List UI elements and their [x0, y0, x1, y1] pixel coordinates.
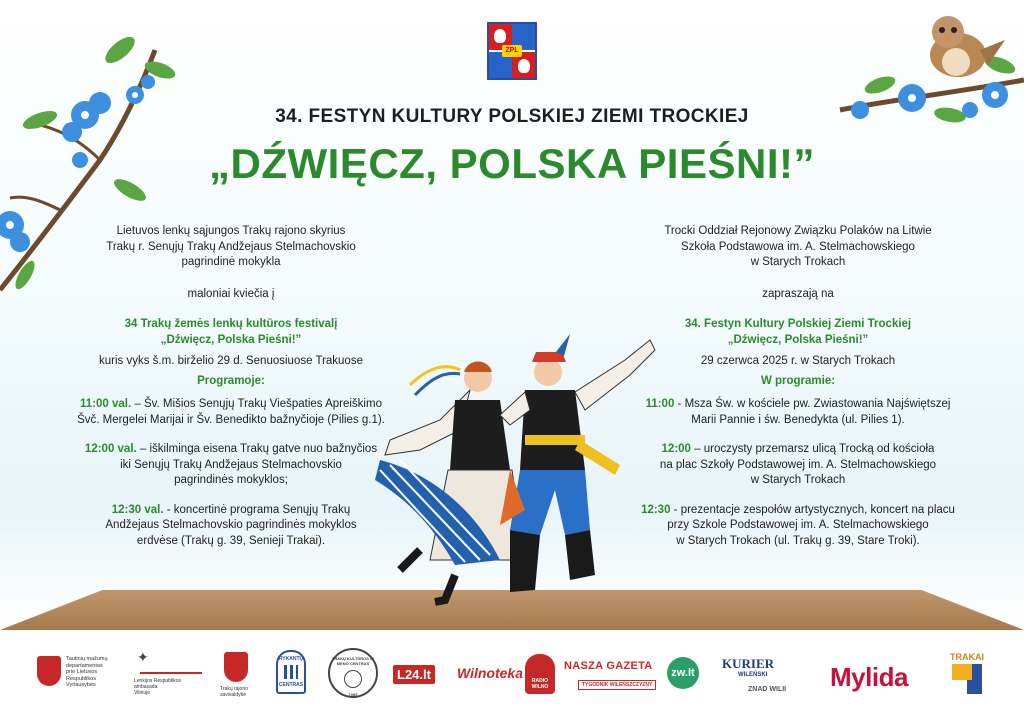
logo-minorities-department: Tautinių mažumų departamentas prie Lietuvos Respublikos Vyriausybės — [66, 656, 108, 688]
left-festival-title: „Dźwięcz, Polska Pieśni!” — [160, 333, 302, 346]
left-column — [50, 224, 412, 549]
right-item-text: w Starych Trokach (ul. Trakų g. 39, Stare Troki). — [676, 534, 920, 547]
festival-subtitle: 34. FESTYN KULTURY POLSKIEJ ZIEMI TROCKIEJ — [275, 106, 749, 127]
logo-l24: L24.lt — [393, 665, 435, 684]
right-item-time: 12:30 — [641, 503, 671, 516]
right-item-time: 11:00 — [645, 398, 675, 410]
right-org-line: w Starych Trokach — [750, 256, 846, 268]
trakai-mark-accent — [952, 664, 972, 680]
right-item-text: w Starych Trokach — [750, 474, 846, 486]
right-festival-name: 34. Festyn Kultury Polskiej Ziemi Trockiej — [684, 318, 912, 330]
left-invite: maloniai kviečia į — [187, 287, 275, 300]
left-festival-name: 34 Trakų žemės lenkų kultūros festivalį — [124, 318, 338, 330]
folk-dancers-illustration — [360, 330, 670, 610]
left-item-time: 12:30 val. — [111, 503, 164, 516]
left-item-text: Andžejaus Stelmachovskio pagrindinės mokyklos — [105, 519, 357, 531]
left-item-text: erdvėse (Trakų g. 39, Senieji Trakai). — [136, 534, 326, 547]
left-item-text: pagrindinės mokyklos; — [174, 474, 288, 486]
logo-trakai-municipality: Trakų rajono savivaldybė — [220, 686, 248, 698]
right-column — [620, 224, 976, 549]
left-item-text: Švč. Mergelei Marijai ir Šv. Benedikto bažnyčioje (Pilies g.1). — [77, 413, 385, 426]
right-item-text: - Msza Św. w kościele pw. Zwiastowania Najświętszej — [674, 398, 951, 410]
logo-zw-lt: zw.lt — [667, 657, 699, 689]
right-item-text: - prezentacje zespołów artystycznych, koncert na placu — [670, 503, 955, 516]
left-item-text: iki Senųjų Trakų Andžejaus Stelmachovskio — [120, 458, 342, 471]
right-org-line: Szkoła Podstawowa im. A. Stelmachowskiego — [681, 240, 915, 253]
logo-kurier-wilenski: KURIER — [722, 656, 775, 671]
logo-trakai-culture-center: TRAKŲ KULTŪROS IR MENO CENTRAS 1985 — [328, 648, 378, 698]
logo-mylida: Mylida — [822, 660, 916, 695]
logo-polish-embassy: Lenkijos Respublikos ambasada Vilniuje — [134, 678, 181, 696]
zpl-crest-logo — [487, 22, 537, 80]
left-item-text: – iškilminga eisena Trakų gatve nuo bažnyčios — [136, 443, 378, 455]
logo-nasza-gazeta: NASZA GAZETA — [564, 660, 653, 672]
crest-text: ZPL — [502, 45, 522, 57]
left-org-line: pagrindinė mokykla — [181, 256, 281, 268]
left-item-text: - koncertinė programa Senųjų Trakų — [163, 503, 351, 516]
trakai-coat-of-arms-icon — [224, 652, 248, 682]
right-item-text: – uroczysty przemarsz ulicą Trocką od kościoła — [690, 443, 935, 455]
polish-eagle-icon: ✦ — [137, 649, 149, 665]
right-festival-title: „Dźwięcz, Polska Pieśni!” — [727, 333, 869, 346]
logo-tygodnik-wilenszczyzny: TYGODNIK WILEŃSZCZYZNY — [578, 680, 656, 690]
embassy-flag-stripe — [140, 672, 202, 674]
logo-kurier-subtitle: WILEŃSKI — [738, 672, 768, 678]
right-item-text: przy Szkole Podstawowej im. A. Stelmachowskiego — [667, 519, 929, 531]
right-invite: zapraszają na — [762, 287, 834, 300]
right-item-time: 12:00 — [661, 443, 691, 455]
left-item-time: 11:00 val. — [80, 398, 132, 410]
right-program-title: W programie: — [760, 374, 836, 387]
logo-trakai: TRAKAI — [950, 652, 984, 662]
left-item-time: 12:00 val. — [84, 443, 137, 455]
right-item-text: Marii Pannie i św. Benedykta (ul. Pilies 1). — [691, 413, 905, 426]
logo-radio-wilno: RADIO WILNO — [525, 654, 555, 694]
left-org-line: Lietuvos lenkų sąjungos Trakų rajono skyrius — [116, 225, 346, 237]
left-item-text: – Šv. Mišios Senųjų Trakų Viešpaties Apreiškimo — [131, 398, 382, 410]
logo-znad-wilii: ZNAD WILII — [748, 686, 787, 693]
right-org-line: Trocki Oddział Rejonowy Związku Polaków na Litwie — [664, 225, 932, 237]
right-when: 29 czerwca 2025 r. w Starych Trokach — [700, 355, 896, 367]
sponsor-logos — [0, 630, 1024, 724]
logo-wilnoteka: Wilnoteka — [457, 665, 523, 681]
left-when: kuris vyks š.m. birželio 29 d. Senuosiuose Trakuose — [99, 355, 363, 367]
right-item-text: na plac Szkoły Podstawowej im. A. Stelmachowskiego — [659, 458, 937, 471]
logo-rykantu-centras: RYKANTŲ CENTRAS — [276, 650, 306, 694]
festival-title: „DŹWIĘCZ, POLSKA PIEŚNI!” — [209, 140, 815, 187]
left-program-title: Programoje: — [197, 374, 265, 387]
lithuania-coat-of-arms-icon — [37, 656, 61, 686]
left-org-line: Trakų r. Senųjų Trakų Andžejaus Stelmachovskio — [106, 240, 356, 253]
